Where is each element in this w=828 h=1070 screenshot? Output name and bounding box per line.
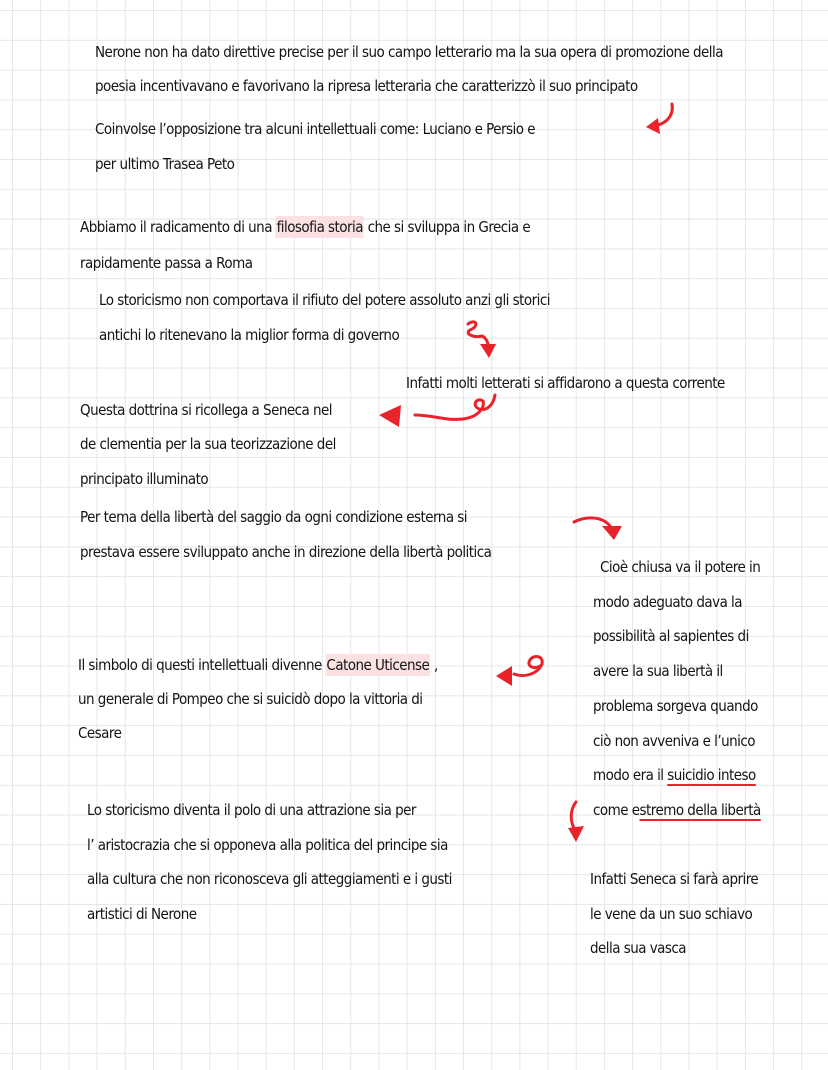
highlighted-term: filosofia storia: [276, 218, 363, 236]
note-line: Nerone non ha dato direttive precise per il suo campo letterario ma la sua opera di promozione della: [95, 43, 723, 61]
note-line: Coinvolse l’opposizione tra alcuni intellettuali come: Luciano e Persio e: [95, 120, 536, 138]
note-line: poesia incentivavano e favorivano la ripresa letteraria che caratterizzò il suo principato: [95, 77, 638, 95]
note-line: un generale di Pompeo che si suicidò dopo la vittoria di: [78, 690, 423, 708]
text: ,: [430, 656, 438, 674]
underlined-term: suicidio inteso: [667, 766, 756, 784]
note-line: possibilità al sapientes di: [593, 627, 749, 645]
note-line: Cioè chiusa va il potere in: [600, 558, 761, 576]
note-line: Cesare: [78, 724, 122, 742]
text: modo era il: [593, 766, 668, 784]
loop-arrow-down-right-icon: [460, 318, 505, 360]
loop-arrow-left-catone-icon: [494, 652, 550, 688]
note-line: l’ aristocrazia che si opponeva alla politica del principe sia: [87, 836, 448, 854]
note-line: Per tema della libertà del saggio da ogni condizione esterna si: [80, 508, 468, 526]
note-line: modo adeguato dava la: [593, 593, 743, 611]
note-line: Infatti molti letterati si affidarono a questa corrente: [406, 374, 725, 392]
note-line: per ultimo Trasea Peto: [95, 155, 235, 173]
note-line: Infatti Seneca si farà aprire: [590, 870, 759, 888]
underlined-term: stremo della libertà: [639, 801, 761, 819]
note-line: [80, 217, 530, 237]
curved-arrow-down-icon: [566, 800, 590, 844]
note-line: ciò non avveniva e l’unico: [593, 732, 755, 750]
note-line: [593, 800, 761, 820]
note-line: Lo storicismo diventa il polo di una attrazione sia per: [87, 801, 416, 819]
note-line: [593, 765, 756, 785]
note-line: le vene da un suo schiavo: [590, 905, 753, 923]
note-line: avere la sua libertà il: [593, 662, 723, 680]
note-line: rapidamente passa a Roma: [80, 254, 253, 272]
note-line: principato illuminato: [80, 470, 209, 488]
note-line: della sua vasca: [590, 939, 686, 957]
curved-arrow-right-down-icon: [572, 514, 628, 544]
note-line: de clementia per la sua teorizzazione del: [80, 435, 336, 453]
text: Abbiamo il radicamento di una: [80, 218, 276, 236]
note-line: Lo storicismo non comportava il rifiuto del potere assoluto anzi gli storici: [99, 291, 550, 309]
note-line: antichi lo ritenevano la miglior forma di governo: [99, 326, 400, 344]
curved-arrow-down-left-icon: [640, 100, 690, 140]
text: come e: [593, 801, 640, 819]
note-line: [78, 655, 438, 675]
note-line: prestava essere sviluppato anche in direzione della libertà politica: [80, 543, 492, 561]
note-line: problema sorgeva quando: [593, 697, 758, 715]
text: Il simbolo di questi intellettuali divenne: [78, 656, 326, 674]
text: che si sviluppa in Grecia e: [363, 218, 531, 236]
note-line: artistici di Nerone: [87, 905, 197, 923]
note-line: alla cultura che non riconosceva gli atteggiamenti e i gusti: [87, 870, 452, 888]
note-line: Questa dottrina si ricollega a Seneca nel: [80, 401, 332, 419]
highlighted-term: Catone Uticense: [326, 656, 430, 674]
loop-arrow-left-icon: [375, 393, 505, 433]
